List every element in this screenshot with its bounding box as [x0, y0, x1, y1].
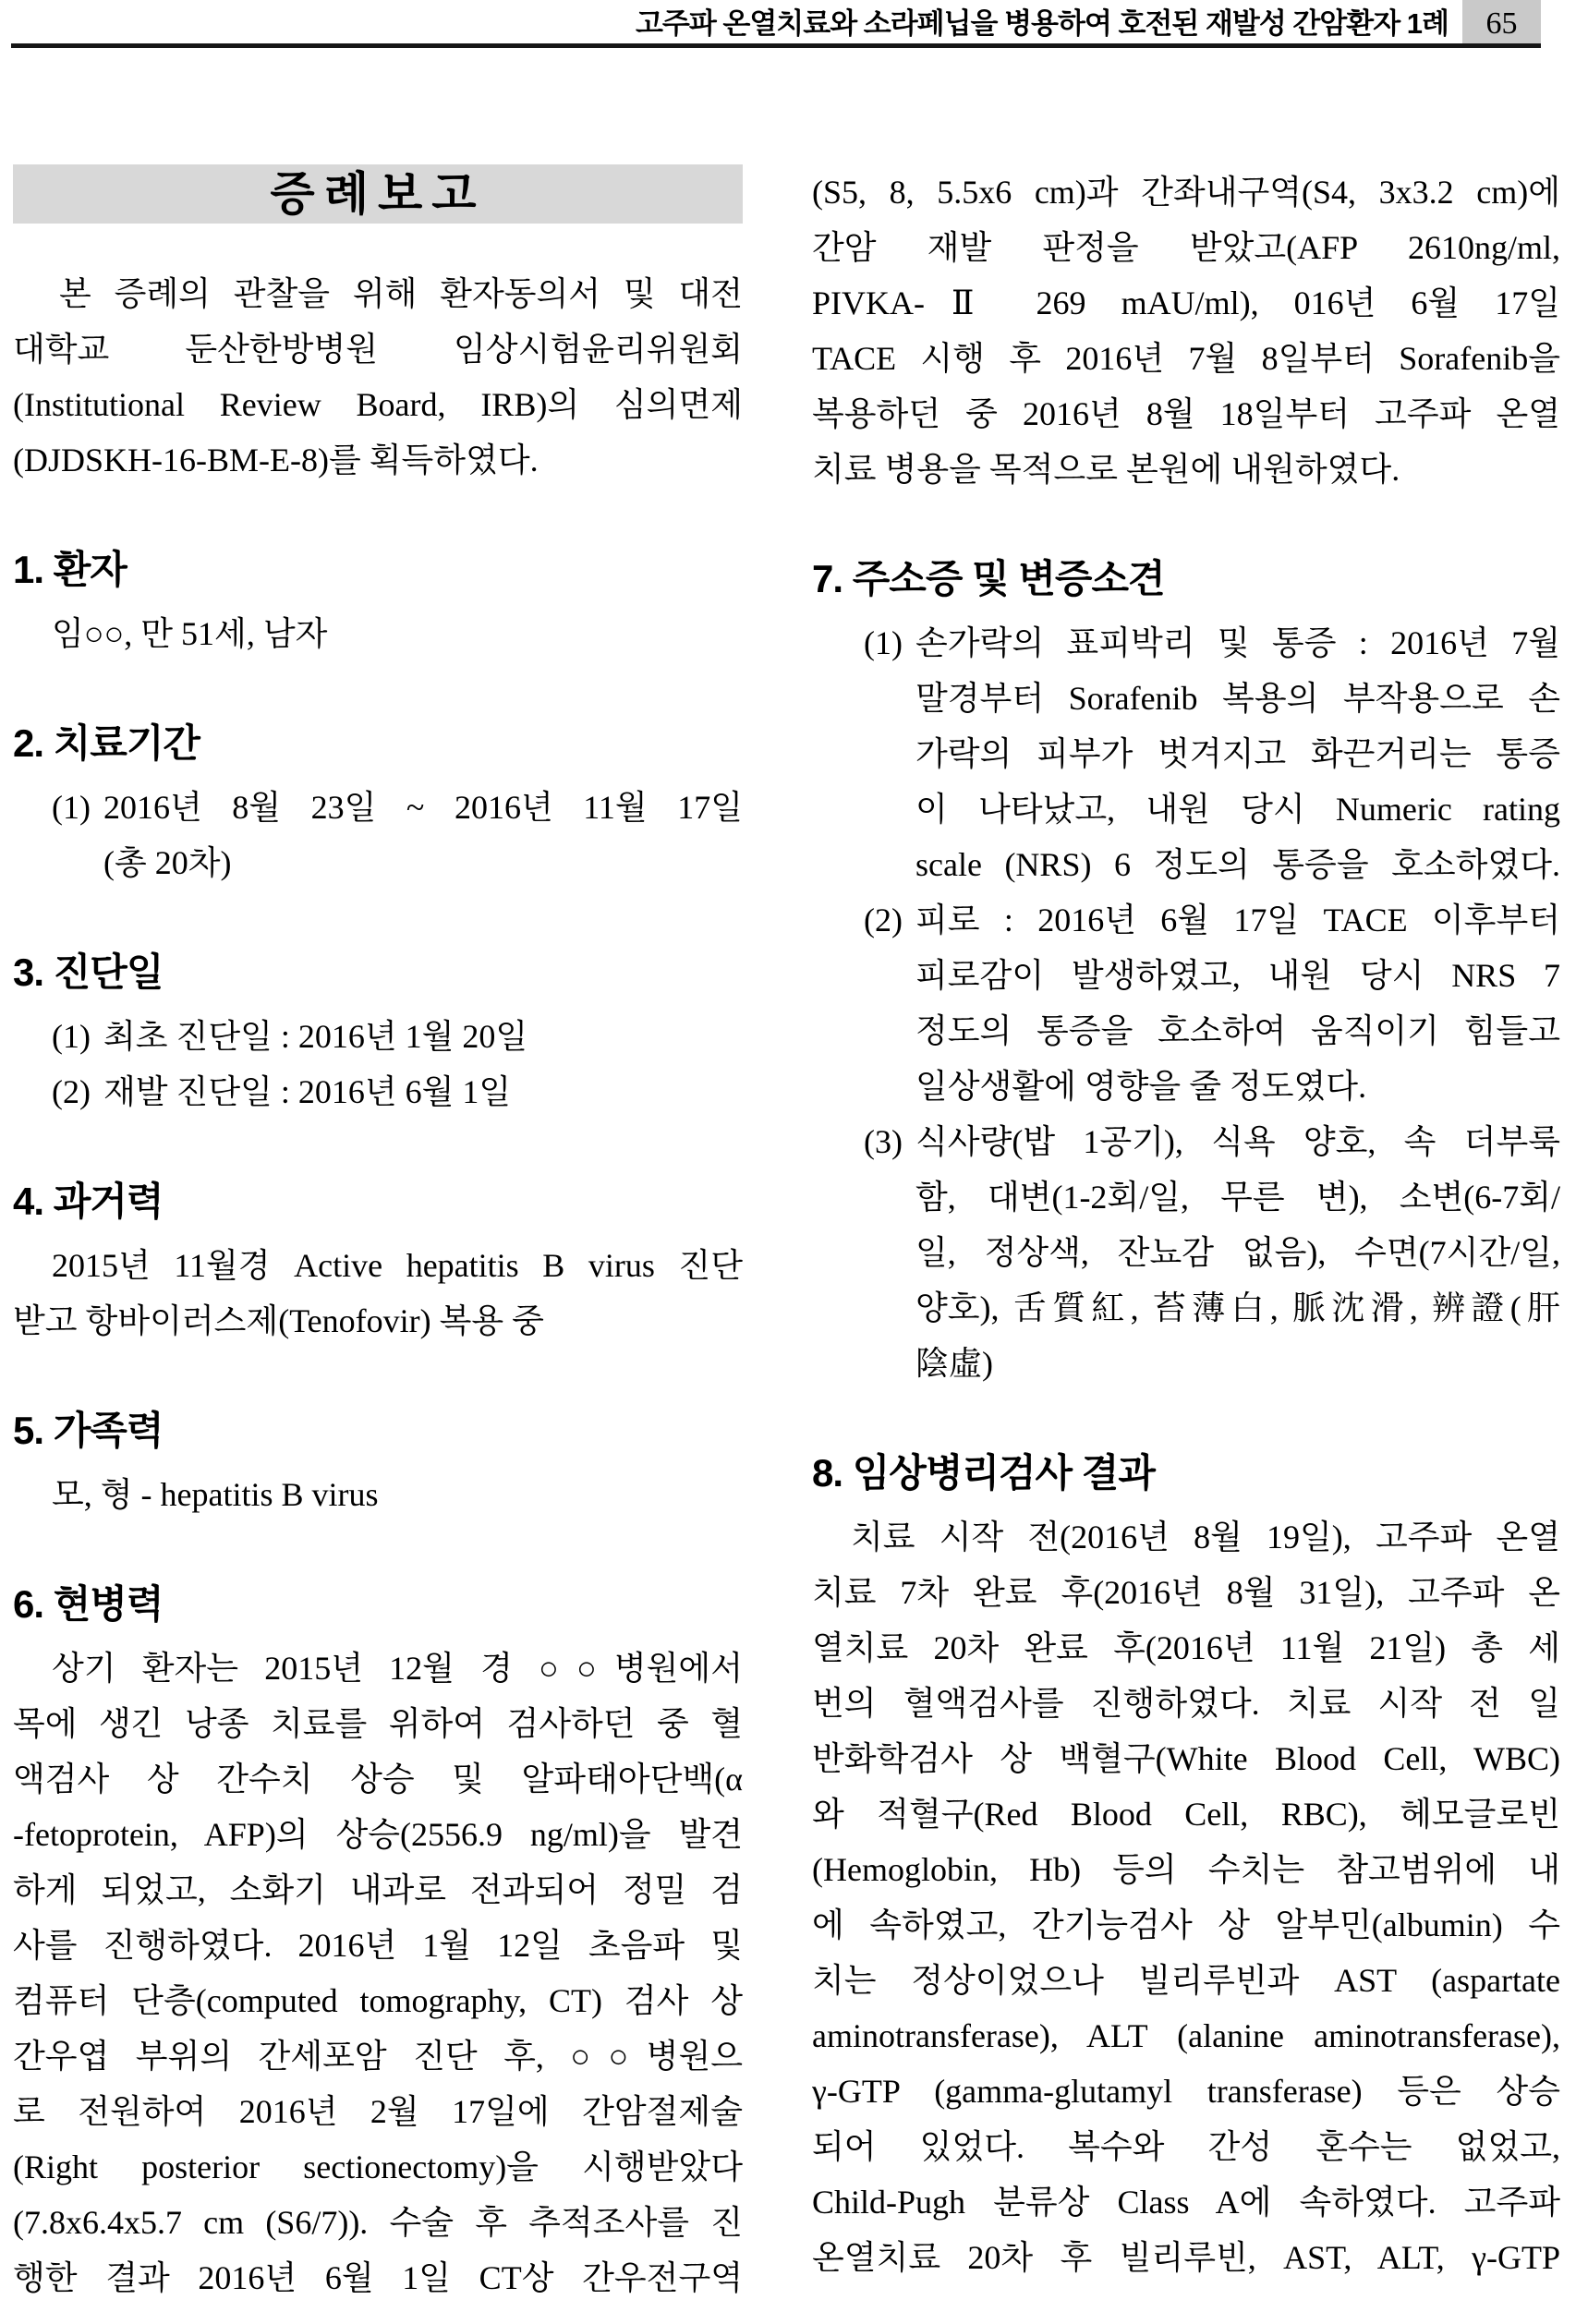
text-line: aminotransferase), ALT (alanine aminotransferase),: [812, 2017, 1560, 2054]
text-line: 일상생활에 영향을 줄 정도였다.: [915, 1068, 1367, 1105]
text-line: 2015년 11월경 Active hepatitis B virus 진단: [52, 1247, 743, 1284]
list-item: [812, 1114, 1560, 1391]
text-line: 치는 정상이었으나 빌리루빈과 AST (aspartate: [812, 1962, 1560, 1999]
text-line: 목에 생긴 낭종 치료를 위하여 검사하던 중 혈: [13, 1705, 743, 1742]
text-line: PIVKA-Ⅱ 269 mAU/ml), 016년 6월 17일: [812, 284, 1560, 321]
left-column: [13, 164, 743, 2306]
text-line: 열치료 20차 완료 후(2016년 11월 21일) 총 세: [812, 1629, 1560, 1666]
text-line: 간우엽 부위의 간세포암 진단 후, ○○병원으: [13, 2038, 743, 2075]
text-line: (DJDSKH-16-BM-E-8)를 획득하였다.: [13, 442, 539, 478]
text-line: 일, 정상색, 잔뇨감 없음), 수면(7시간/일,: [915, 1234, 1560, 1271]
section-treatment-period: [13, 720, 743, 890]
section-heading: 4. 과거력: [13, 1180, 164, 1223]
section-heading: 7. 주소증 및 변증소견: [812, 557, 1165, 600]
text-line: -fetoprotein, AFP)의 상승(2556.9 ng/ml)을 발견: [13, 1816, 743, 1853]
section-past-history: [13, 1179, 743, 1349]
text-line: 피로감이 발생하였고, 내원 당시 NRS 7: [915, 957, 1560, 994]
section-lab-results: [812, 1450, 1560, 2285]
item-text: [915, 892, 1560, 1114]
text-line: 행한 결과 2016년 6월 1일 CT상 간우전구역: [13, 2259, 743, 2296]
item-marker: (2): [52, 1073, 91, 1110]
text-line: 되어 있었다. 복수와 간성 혼수는 없었고,: [812, 2128, 1560, 2165]
text-line: (S5, 8, 5.5x6 cm)과 간좌내구역(S4, 3x3.2 cm)에: [812, 174, 1560, 211]
text-line: scale (NRS) 6 정도의 통증을 호소하였다.: [915, 846, 1560, 883]
text-line: 액검사 상 간수치 상승 및 알파태아단백(α: [13, 1761, 743, 1797]
text-line: 하게 되었고, 소화기 내과로 전과되어 정밀 검: [13, 1871, 743, 1908]
text-line: 식사량(밥 1공기), 식욕 양호, 속 더부룩: [915, 1123, 1560, 1160]
text-line: 손가락의 표피박리 및 통증 : 2016년 7월: [915, 624, 1560, 661]
text-line: Child-Pugh 분류상 Class A에 속하였다. 고주파: [812, 2184, 1560, 2221]
section-heading: 5. 가족력: [13, 1409, 164, 1452]
list-item: [812, 892, 1560, 1114]
text-line: 사를 진행하였다. 2016년 1월 12일 초음파 및: [13, 1927, 743, 1964]
section-chief-complaints: [812, 556, 1560, 1391]
section-heading: 2. 치료기간: [13, 721, 200, 765]
running-head-title: 고주파 온열치료와 소라페닙을 병용하여 호전된 재발성 간암환자 1례: [635, 7, 1449, 40]
item-text: [103, 1064, 743, 1120]
text-line: 양호), 舌質紅, 苔薄白, 脈沈滑, 辨證(肝: [915, 1289, 1560, 1326]
text-line: 로 전원하여 2016년 2월 17일에 간암절제술: [13, 2093, 743, 2130]
text-line: (Hemoglobin, Hb) 등의 수치는 참고범위에 내: [812, 1851, 1560, 1888]
text-line: 재발 진단일 : 2016년 6월 1일: [103, 1073, 512, 1110]
text-line: 본 증례의 관찰을 위해 환자동의서 및 대전: [59, 275, 743, 312]
text-line: (Institutional Review Board, IRB)의 심의면제: [13, 386, 743, 423]
item-marker: (1): [52, 1018, 91, 1055]
text-line: 치료 시작 전(2016년 8월 19일), 고주파 온열: [851, 1519, 1560, 1555]
item-text: [915, 615, 1560, 892]
text-line: (총 20차): [103, 844, 232, 881]
text-line: 치료 7차 완료 후(2016년 8월 31일), 고주파 온: [812, 1574, 1560, 1611]
text-line: 반화학검사 상 백혈구(White Blood Cell, WBC): [812, 1740, 1560, 1777]
section-heading: 8. 임상병리검사 결과: [812, 1451, 1155, 1495]
text-line: 최초 진단일 : 2016년 1월 20일: [103, 1018, 528, 1055]
section-patient: [13, 547, 743, 661]
page-header: [0, 0, 1588, 48]
irb-intro-paragraph: [13, 266, 743, 488]
text-line: 온열치료 20차 후 빌리루빈, AST, ALT, γ-GTP: [812, 2239, 1560, 2276]
list-item: [13, 780, 743, 890]
text-line: 상기 환자는 2015년 12월 경 ○○병원에서: [52, 1650, 743, 1687]
right-column: [812, 164, 1560, 2306]
text-line: 에 속하였고, 간기능검사 상 알부민(albumin) 수: [812, 1906, 1560, 1943]
section-diagnosis-dates: [13, 950, 743, 1120]
continued-paragraph: [812, 164, 1560, 497]
text-line: 치료 병용을 목적으로 본원에 내원하였다.: [812, 451, 1400, 488]
item-text: [915, 1114, 1560, 1391]
text-line: 말경부터 Sorafenib 복용의 부작용으로 손: [915, 680, 1560, 717]
item-text: [103, 1009, 743, 1064]
item-text: [103, 780, 743, 890]
text-line: 모, 형 - hepatitis B virus: [52, 1476, 379, 1513]
text-line: (7.8x6.4x5.7 cm (S6/7)). 수술 후 추적조사를 진: [13, 2204, 743, 2241]
text-line: 간암 재발 판정을 받았고(AFP 2610ng/ml,: [812, 229, 1560, 266]
list-item: [812, 615, 1560, 892]
text-line: (Right posterior sectionectomy)을 시행받았다: [13, 2148, 743, 2185]
item-marker: (2): [864, 902, 903, 938]
text-line: γ-GTP (gamma-glutamyl transferase) 등은 상승: [812, 2073, 1560, 2110]
section-heading: 6. 현병력: [13, 1582, 164, 1626]
text-line: 정도의 통증을 호소하여 움직이기 힘들고: [915, 1012, 1560, 1049]
text-line: 와 적혈구(Red Blood Cell, RBC), 헤모글로빈: [812, 1796, 1560, 1833]
section-heading: 3. 진단일: [13, 950, 164, 994]
item-marker: (1): [864, 624, 903, 661]
text-line: 陰虛): [915, 1345, 993, 1382]
list-item: [13, 1009, 743, 1064]
section-present-illness: [13, 1581, 743, 2306]
text-line: TACE 시행 후 2016년 7월 8일부터 Sorafenib을: [812, 340, 1560, 377]
text-line: 함, 대변(1-2회/일, 무른 변), 소변(6-7회/: [915, 1179, 1560, 1216]
section-family-history: [13, 1408, 743, 1522]
text-line: 이 나타났고, 내원 당시 Numeric rating: [915, 791, 1560, 828]
text-line: 가락의 피부가 벗겨지고 화끈거리는 통증: [915, 735, 1560, 772]
text-line: 받고 항바이러스제(Tenofovir) 복용 중: [13, 1302, 544, 1339]
text-line: 2016년 8월 23일 ~ 2016년 11월 17일: [103, 789, 743, 826]
text-line: 피로 : 2016년 6월 17일 TACE 이후부터: [915, 902, 1560, 938]
text-line: 임○○, 만 51세, 남자: [52, 615, 328, 652]
text-line: 복용하던 중 2016년 8월 18일부터 고주파 온열: [812, 395, 1560, 432]
text-line: 컴퓨터 단층(computed tomography, CT) 검사 상: [13, 1982, 743, 2019]
item-marker: (3): [864, 1123, 903, 1160]
list-item: [13, 1064, 743, 1120]
item-marker: (1): [52, 789, 91, 826]
article-type-banner: 증례보고: [13, 164, 743, 224]
text-line: 번의 혈액검사를 진행하였다. 치료 시작 전 일: [812, 1685, 1560, 1722]
page-number-badge: 65: [1462, 0, 1541, 43]
section-heading: 1. 환자: [13, 548, 127, 591]
two-column-body: [0, 48, 1588, 2306]
text-line: 대학교 둔산한방병원 임상시험윤리위원회: [13, 331, 743, 368]
